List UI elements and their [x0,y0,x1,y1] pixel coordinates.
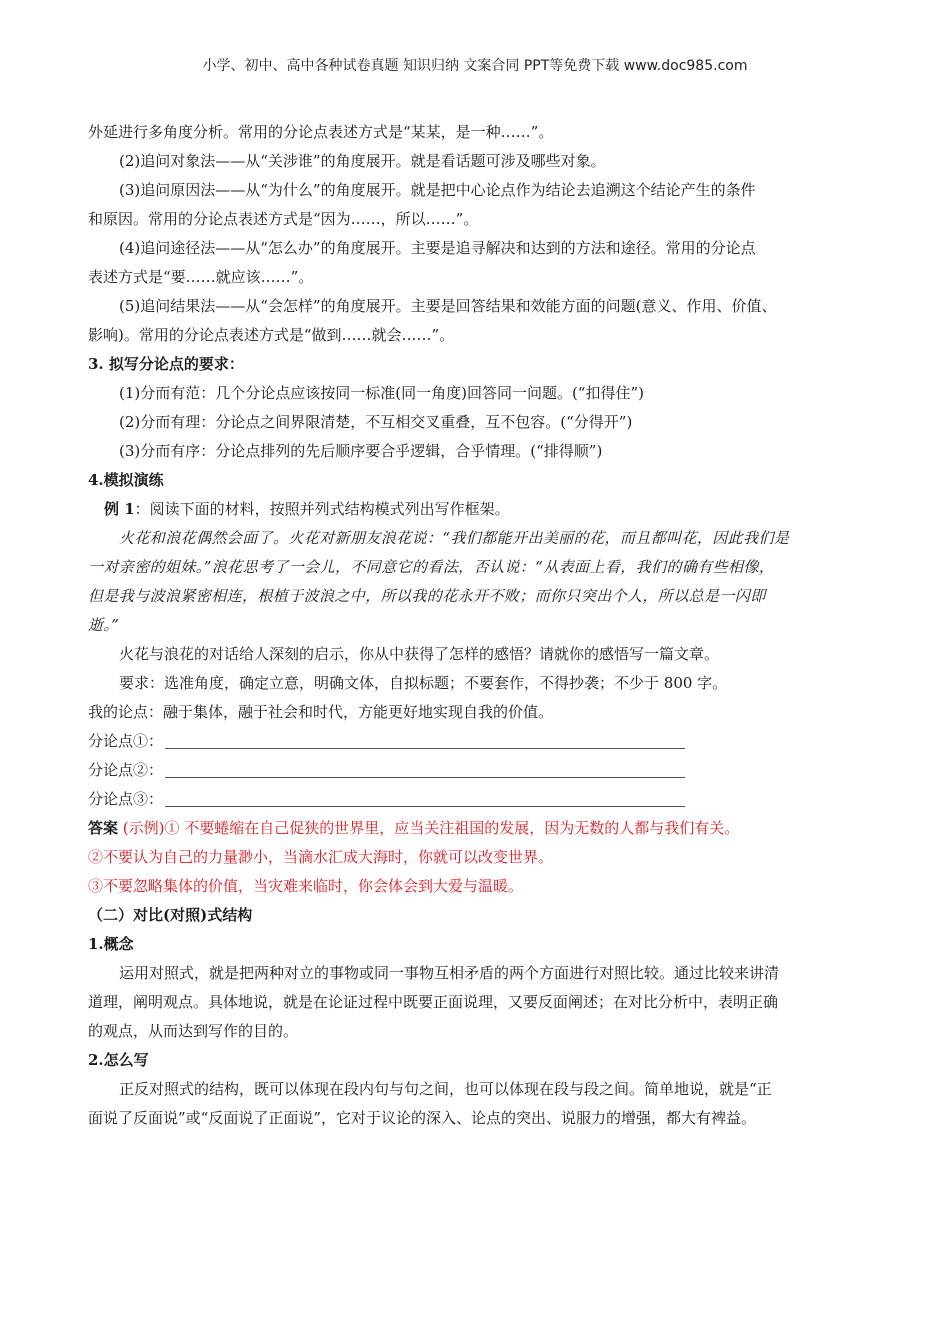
answer-line: ③不要忽略集体的价值，当灾难来临时，你会体会到大爱与温暖。 [88,877,524,895]
question-line: 火花与浪花的对话给人深刻的启示，你从中获得了怎样的感悟？请就你的感悟写一篇文章。 [119,645,720,663]
paragraph-line: 和原因。常用的分论点表述方式是“因为……，所以……”。 [88,210,479,228]
requirement-item: (3)分而有序：分论点排列的先后顺序要合乎逻辑，合乎情理。(“排得顺”) [119,442,603,460]
document-body [88,118,868,1133]
paragraph-line: 影响)。常用的分论点表述方式是“做到……就会……”。 [88,326,455,344]
answer-label: 答案 [88,819,119,837]
example-prompt [88,495,868,524]
requirement-item: (2)分而有理：分论点之间界限清楚，不互相交叉重叠，互不包容。(“分得开”) [119,413,633,431]
material-line: 火花和浪花偶然会面了。火花对新朋友浪花说：“我们都能开出美丽的花，而且都叫花，因此我们是 [119,529,790,547]
sub-point-label: 分论点①： [88,732,164,750]
answer-line [88,814,868,843]
section-heading: 3. 拟写分论点的要求： [88,355,244,373]
sub-point-row [88,785,868,814]
sub-point-row [88,727,868,756]
subsection-heading: 1.概念 [88,935,134,953]
answer-text: (示例)① 不要蜷缩在自己促狭的世界里，应当关注祖国的发展，因为无数的人都与我们有关。 [118,819,740,837]
subsection-heading: 2.怎么写 [88,1051,149,1069]
material-line: 逝。” [88,616,120,634]
requirement-item: (1)分而有范：几个分论点应该按同一标准(同一角度)回答同一问题。(“扣得住”) [119,384,644,402]
sub-point-label: 分论点③： [88,790,164,808]
paragraph-line: 运用对照式，就是把两种对立的事物或同一事物互相矛盾的两个方面进行对照比较。通过比较来讲清 [119,964,780,982]
section-heading: （二）对比(对照)式结构 [88,906,253,924]
section-heading: 4.模拟演练 [88,471,164,489]
sub-point-label: 分论点②： [88,761,164,779]
paragraph-line: 的观点，从而达到写作的目的。 [88,1022,299,1040]
requirement-line: 要求：选准角度，确定立意，明确文体，自拟标题；不要套作，不得抄袭；不少于 800 字。 [119,674,728,692]
paragraph-line: 表述方式是“要……就应该……”。 [88,268,314,286]
example-label: 例 1 [104,500,135,518]
paragraph-line: 道理，阐明观点。具体地说，就是在论证过程中既要正面说理，又要反面阐述；在对比分析中，表明正确 [88,993,779,1011]
sub-point-row [88,756,868,785]
thesis-line: 我的论点：融于集体，融于社会和时代，方能更好地实现自我的价值。 [88,703,554,721]
example-text: ：阅读下面的材料，按照并列式结构模式列出写作框架。 [134,500,510,518]
method-cause: (3)追问原因法——从“为什么”的角度展开。就是把中心论点作为结论去追溯这个结论产生的条件 [119,181,756,199]
method-result: (5)追问结果法——从“会怎样”的角度展开。主要是回答结果和效能方面的问题(意义、作用、价值、 [119,297,777,315]
paragraph-line: 面说了反面说”或“反面说了正面说”，它对于议论的深入、论点的突出、说服力的增强，都大有裨益。 [88,1109,757,1127]
material-line: 一对亲密的姐妹。”浪花思考了一会儿，不同意它的看法，否认说：“从表面上看，我们的确有些相像， [88,558,775,576]
method-path: (4)追问途径法——从“怎么办”的角度展开。主要是追寻解决和达到的方法和途径。常用的分论点 [119,239,756,257]
sub-point-blank[interactable] [165,763,685,778]
sub-point-blank[interactable] [165,734,685,749]
answer-line: ②不要认为自己的力量渺小，当滴水汇成大海时，你就可以改变世界。 [88,848,554,866]
sub-point-blank[interactable] [165,792,685,807]
method-object: (2)追问对象法——从“关涉谁”的角度展开。就是看话题可涉及哪些对象。 [119,152,606,170]
page-header: 小学、初中、高中各种试卷真题 知识归纳 文案合同 PPT等免费下载 www.doc985.com [202,58,748,74]
paragraph-line: 正反对照式的结构，既可以体现在段内句与句之间，也可以体现在段与段之间。简单地说，就是“正 [119,1080,772,1098]
paragraph-line: 外延进行多角度分析。常用的分论点表述方式是“某某，是一种……”。 [88,123,554,141]
material-line: 但是我与波浪紧密相连，根植于波浪之中，所以我的花永开不败；而你只突出个人，所以总是一闪即 [88,587,766,605]
